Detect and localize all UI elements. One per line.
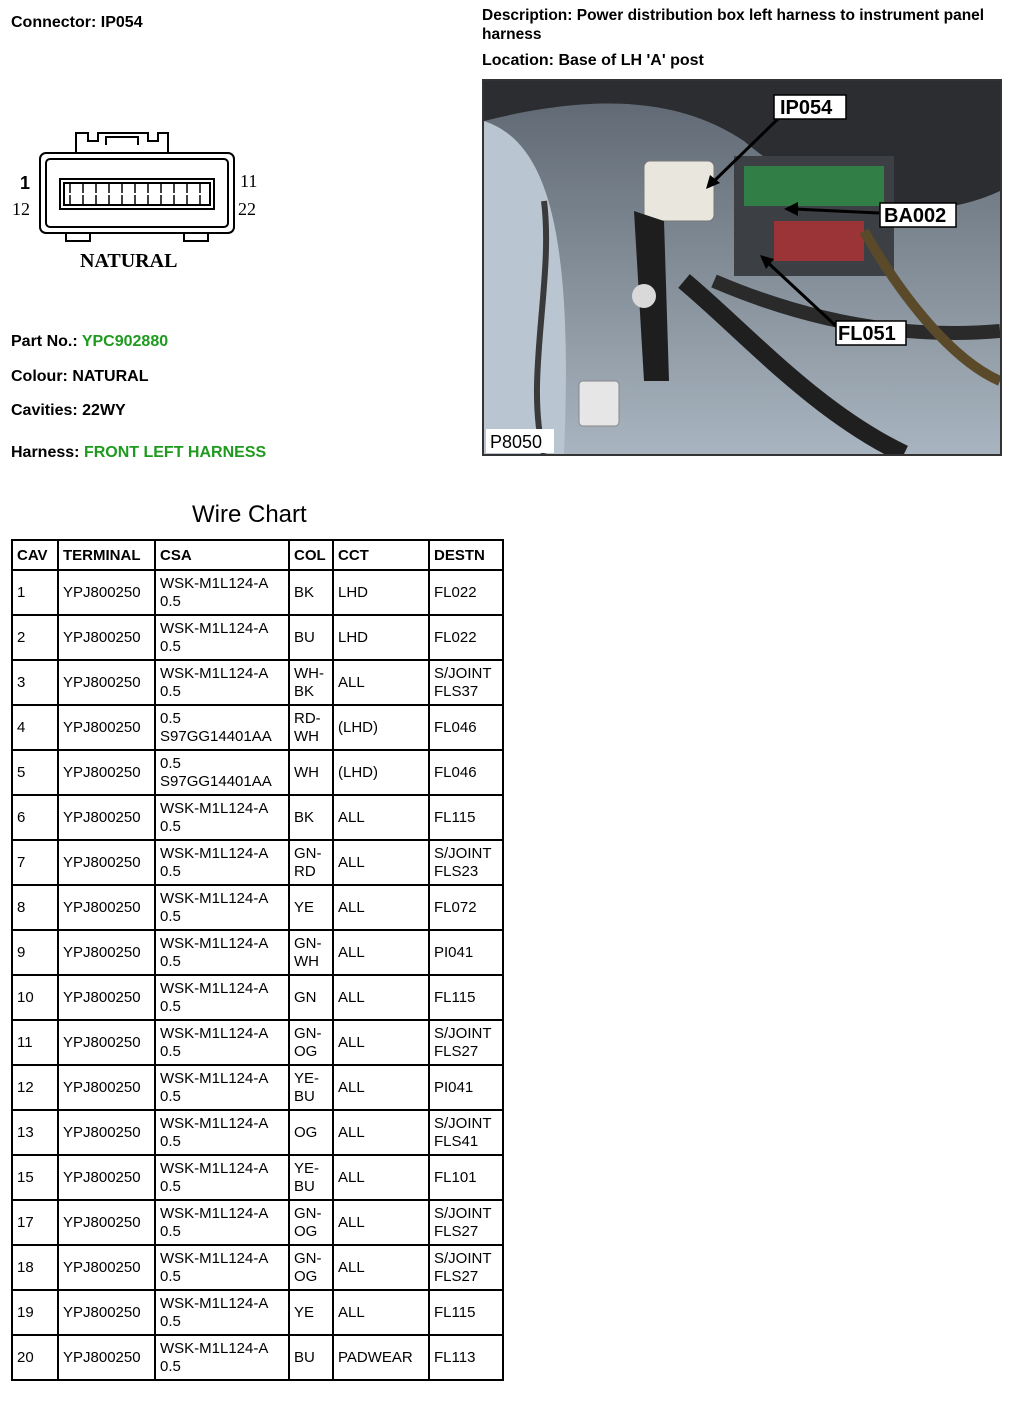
cell-cct: ALL [333, 930, 429, 975]
cell-cav: 5 [12, 750, 58, 795]
cell-col: GN-OG [289, 1020, 333, 1065]
cell-col: GN-OG [289, 1245, 333, 1290]
cell-cav: 20 [12, 1335, 58, 1380]
cell-cav: 17 [12, 1200, 58, 1245]
header-col: COL [289, 540, 333, 570]
cell-cav: 4 [12, 705, 58, 750]
wire-chart-title: Wire Chart [192, 501, 307, 528]
header-destn: DESTN [429, 540, 503, 570]
cell-terminal: YPJ800250 [58, 660, 155, 705]
location [482, 52, 704, 70]
cell-cav: 3 [12, 660, 58, 705]
cell-cav: 19 [12, 1290, 58, 1335]
cell-col: YE-BU [289, 1065, 333, 1110]
table-row [12, 1065, 503, 1110]
cell-csa: WSK-M1L124-A 0.5 [155, 1020, 289, 1065]
wire-chart-body [12, 570, 503, 1380]
cell-col: YE [289, 885, 333, 930]
location-label: Location: [482, 52, 554, 69]
header-cav: CAV [12, 540, 58, 570]
header-csa: CSA [155, 540, 289, 570]
photo-illustration [484, 81, 1000, 454]
cell-destn: FL115 [429, 975, 503, 1020]
cell-cav: 9 [12, 930, 58, 975]
table-row [12, 1020, 503, 1065]
cell-destn: S/JOINT FLS41 [429, 1110, 503, 1155]
pin-22-label: 22 [238, 199, 256, 219]
cell-terminal: YPJ800250 [58, 1290, 155, 1335]
cell-csa: WSK-M1L124-A 0.5 [155, 930, 289, 975]
part-no-link[interactable]: YPC902880 [81, 333, 169, 350]
cell-col: WH-BK [289, 660, 333, 705]
cell-col: OG [289, 1110, 333, 1155]
cell-cav: 11 [12, 1020, 58, 1065]
colour-label: Colour: [11, 368, 68, 385]
cell-cct: ALL [333, 795, 429, 840]
cell-destn: FL022 [429, 570, 503, 615]
cell-destn: S/JOINT FLS37 [429, 660, 503, 705]
colour [11, 368, 148, 386]
cell-cct: ALL [333, 1290, 429, 1335]
cell-cct: LHD [333, 615, 429, 660]
table-row [12, 705, 503, 750]
cell-col: BU [289, 1335, 333, 1380]
cell-cct: ALL [333, 1065, 429, 1110]
cell-cav: 15 [12, 1155, 58, 1200]
harness-label: Harness: [11, 444, 80, 461]
cell-cav: 18 [12, 1245, 58, 1290]
cavities-value: 22WY [82, 402, 126, 419]
cell-destn: S/JOINT FLS23 [429, 840, 503, 885]
connector-face-diagram [8, 125, 268, 275]
cell-csa: WSK-M1L124-A 0.5 [155, 1245, 289, 1290]
table-header-row [12, 540, 503, 570]
cell-terminal: YPJ800250 [58, 615, 155, 660]
cell-destn: FL072 [429, 885, 503, 930]
cell-csa: WSK-M1L124-A 0.5 [155, 1335, 289, 1380]
location-value: Base of LH 'A' post [558, 52, 704, 69]
part-number [11, 333, 168, 351]
harness-link[interactable]: FRONT LEFT HARNESS [83, 444, 267, 461]
header-cct: CCT [333, 540, 429, 570]
cell-terminal: YPJ800250 [58, 750, 155, 795]
cell-terminal: YPJ800250 [58, 975, 155, 1020]
cell-destn: S/JOINT FLS27 [429, 1020, 503, 1065]
cell-cct: ALL [333, 975, 429, 1020]
cell-cct: (LHD) [333, 705, 429, 750]
table-row [12, 1200, 503, 1245]
cell-terminal: YPJ800250 [58, 705, 155, 750]
table-row [12, 1245, 503, 1290]
cell-destn: FL022 [429, 615, 503, 660]
cell-cav: 6 [12, 795, 58, 840]
cell-destn: PI041 [429, 1065, 503, 1110]
cell-col: BK [289, 795, 333, 840]
connector-value: IP054 [100, 14, 143, 31]
callout-ba002: BA002 [884, 205, 947, 227]
cell-csa: WSK-M1L124-A 0.5 [155, 1065, 289, 1110]
cavities [11, 402, 126, 420]
table-row [12, 1335, 503, 1380]
connector-label: Connector: [11, 14, 97, 31]
cell-cav: 7 [12, 840, 58, 885]
location-photo [482, 79, 1002, 456]
cell-csa: WSK-M1L124-A 0.5 [155, 1290, 289, 1335]
table-row [12, 1290, 503, 1335]
cell-csa: WSK-M1L124-A 0.5 [155, 840, 289, 885]
description-label: Description: [482, 7, 573, 24]
cell-cav: 2 [12, 615, 58, 660]
cell-col: YE [289, 1290, 333, 1335]
cell-cct: ALL [333, 1245, 429, 1290]
cell-csa: WSK-M1L124-A 0.5 [155, 570, 289, 615]
cell-cav: 13 [12, 1110, 58, 1155]
callout-fl051: FL051 [838, 323, 896, 345]
cell-col: GN [289, 975, 333, 1020]
table-row [12, 840, 503, 885]
colour-value: NATURAL [72, 368, 149, 385]
cell-cct: ALL [333, 1020, 429, 1065]
cell-destn: FL113 [429, 1335, 503, 1380]
cell-destn: FL046 [429, 705, 503, 750]
cell-terminal: YPJ800250 [58, 1335, 155, 1380]
cell-cct: ALL [333, 1155, 429, 1200]
table-row [12, 750, 503, 795]
cell-terminal: YPJ800250 [58, 570, 155, 615]
cell-csa: WSK-M1L124-A 0.5 [155, 1200, 289, 1245]
cell-csa: WSK-M1L124-A 0.5 [155, 795, 289, 840]
table-row [12, 930, 503, 975]
table-row [12, 975, 503, 1020]
cell-terminal: YPJ800250 [58, 840, 155, 885]
cell-cct: ALL [333, 1200, 429, 1245]
pin-1-label: 1 [20, 173, 31, 193]
cell-col: WH [289, 750, 333, 795]
pin-11-label: 11 [240, 171, 258, 191]
cell-col: GN-WH [289, 930, 333, 975]
cell-csa: WSK-M1L124-A 0.5 [155, 1110, 289, 1155]
cell-terminal: YPJ800250 [58, 885, 155, 930]
table-row [12, 1155, 503, 1200]
cell-cav: 8 [12, 885, 58, 930]
cell-csa: 0.5 S97GG14401AA [155, 705, 289, 750]
cell-cav: 1 [12, 570, 58, 615]
description [482, 6, 1022, 44]
cell-destn: PI041 [429, 930, 503, 975]
cell-cct: (LHD) [333, 750, 429, 795]
part-no-label: Part No.: [11, 333, 78, 350]
cell-destn: S/JOINT FLS27 [429, 1245, 503, 1290]
wire-chart-table [11, 539, 504, 1381]
cell-cct: LHD [333, 570, 429, 615]
cell-destn: FL115 [429, 795, 503, 840]
cell-cct: ALL [333, 840, 429, 885]
table-row [12, 795, 503, 840]
cell-cav: 10 [12, 975, 58, 1020]
cell-terminal: YPJ800250 [58, 1020, 155, 1065]
connector-title [11, 14, 143, 32]
table-row [12, 570, 503, 615]
cell-cav: 12 [12, 1065, 58, 1110]
cell-destn: FL101 [429, 1155, 503, 1200]
cell-col: BU [289, 615, 333, 660]
harness [11, 444, 266, 462]
cell-cct: ALL [333, 885, 429, 930]
cell-col: BK [289, 570, 333, 615]
cell-terminal: YPJ800250 [58, 1245, 155, 1290]
photo-id: P8050 [490, 432, 543, 452]
cell-terminal: YPJ800250 [58, 1065, 155, 1110]
cavities-label: Cavities: [11, 402, 78, 419]
table-row [12, 1110, 503, 1155]
cell-cct: ALL [333, 660, 429, 705]
cell-col: GN-RD [289, 840, 333, 885]
pin-12-label: 12 [12, 199, 30, 219]
cell-csa: WSK-M1L124-A 0.5 [155, 660, 289, 705]
cell-col: RD-WH [289, 705, 333, 750]
cell-terminal: YPJ800250 [58, 930, 155, 975]
cell-csa: WSK-M1L124-A 0.5 [155, 1155, 289, 1200]
cell-col: GN-OG [289, 1200, 333, 1245]
table-row [12, 885, 503, 930]
diagram-colour-label: NATURAL [80, 250, 178, 272]
cell-destn: FL046 [429, 750, 503, 795]
description-value: Power distribution box left harness to instrument panel harness [482, 7, 985, 43]
header-terminal: TERMINAL [58, 540, 155, 570]
table-row [12, 660, 503, 705]
cell-csa: WSK-M1L124-A 0.5 [155, 885, 289, 930]
cell-terminal: YPJ800250 [58, 795, 155, 840]
cell-csa: WSK-M1L124-A 0.5 [155, 615, 289, 660]
cell-cct: PADWEAR [333, 1335, 429, 1380]
cell-col: YE-BU [289, 1155, 333, 1200]
cell-destn: S/JOINT FLS27 [429, 1200, 503, 1245]
cell-destn: FL115 [429, 1290, 503, 1335]
cell-terminal: YPJ800250 [58, 1200, 155, 1245]
cell-csa: 0.5 S97GG14401AA [155, 750, 289, 795]
table-row [12, 615, 503, 660]
cell-csa: WSK-M1L124-A 0.5 [155, 975, 289, 1020]
callout-ip054: IP054 [780, 97, 833, 119]
cell-cct: ALL [333, 1110, 429, 1155]
cell-terminal: YPJ800250 [58, 1110, 155, 1155]
cell-terminal: YPJ800250 [58, 1155, 155, 1200]
